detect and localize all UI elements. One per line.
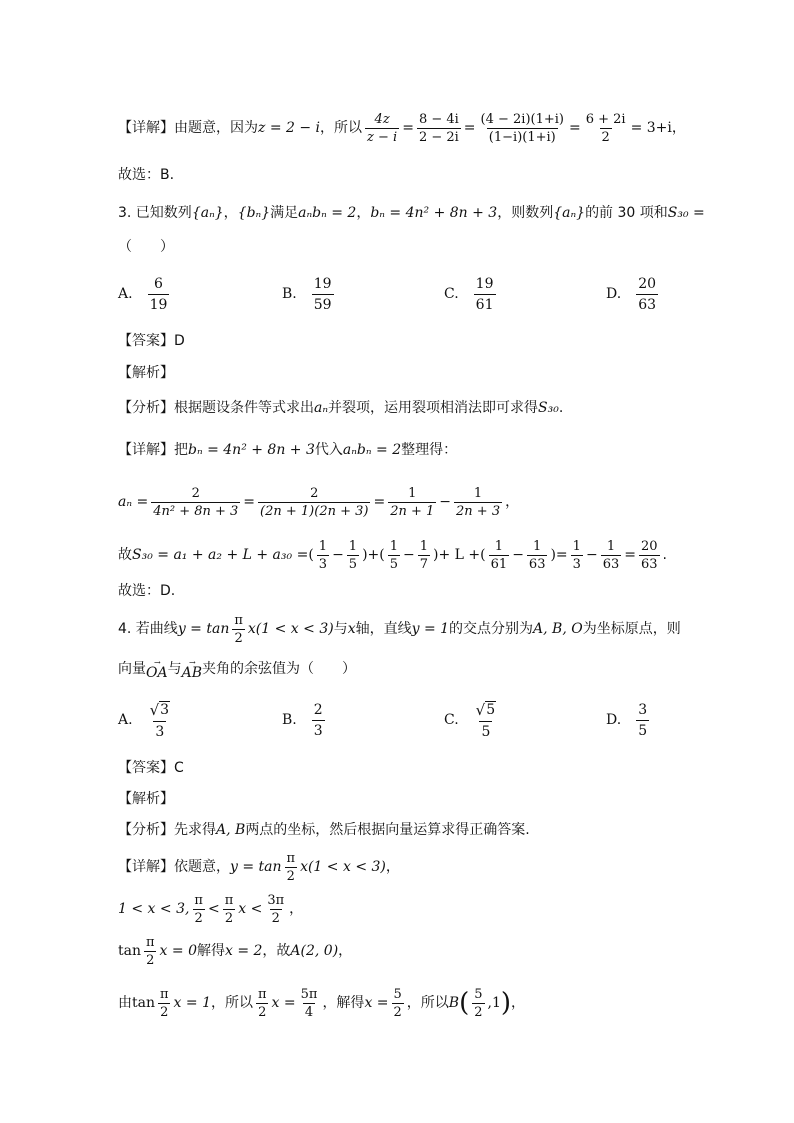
sqrt-icon: √ 3 (149, 700, 170, 719)
punctuation: ， (385, 859, 400, 875)
q3-stem-line (118, 202, 705, 224)
equals: = (243, 494, 256, 510)
q4-detail-line-3 (118, 930, 694, 972)
option-label: C. (444, 286, 459, 302)
minus: − (332, 547, 344, 563)
detail-tag: 【详解】 (118, 442, 174, 458)
stem-text: 与 (333, 621, 348, 637)
stem-text: 向量 (118, 661, 146, 677)
numerator: π (224, 892, 234, 908)
vector-oa (146, 659, 168, 680)
fraction (392, 988, 404, 1019)
math-expr: S₃₀ (538, 400, 559, 416)
fraction (417, 113, 461, 144)
fraction (472, 988, 484, 1019)
option-d[interactable] (606, 272, 661, 316)
fraction (347, 540, 359, 571)
denominator: 3 (312, 720, 325, 739)
denominator: 4n² + 8n + 3 (153, 503, 239, 519)
fraction (636, 702, 649, 739)
numerator: 3 (638, 701, 648, 718)
option-b[interactable] (282, 272, 337, 316)
fraction (148, 276, 170, 313)
numerator: 1 (606, 538, 616, 554)
q3-fenxi-line (118, 398, 694, 418)
detail-text: 由题意，因为 (174, 120, 258, 136)
vector-arrow-icon: → (153, 657, 160, 667)
numerator: 1 (348, 538, 358, 554)
math-expr: x = 0 (159, 943, 197, 959)
option-a[interactable] (118, 272, 172, 316)
fraction (571, 540, 583, 571)
stem-text: 夹角的余弦值为（ ） (202, 661, 356, 677)
sum-lead: 故 (118, 547, 132, 563)
math-expr: bₙ = 4n² + 8n + 3 (370, 205, 498, 221)
fraction (479, 113, 566, 144)
math-expr: x = (364, 995, 389, 1011)
choose-text: 故选：D. (118, 583, 176, 599)
math-expr: y = 1 (411, 621, 450, 637)
fraction (151, 487, 240, 518)
answer-tag: 【答案】 (118, 760, 174, 776)
denominator: 3 (572, 556, 581, 572)
numerator: 5 (393, 986, 402, 1002)
q3-blank-line (118, 238, 694, 256)
numerator: 4z (374, 111, 390, 127)
q4-stem-line (118, 608, 694, 650)
denominator: (2n + 1)(2n + 3) (260, 503, 369, 519)
answer-value: D (174, 333, 185, 349)
math-expr: x = 1 (173, 995, 211, 1011)
punctuation: . (558, 400, 564, 416)
denominator: 2 − 2i (418, 129, 459, 145)
q4-options (118, 698, 678, 742)
fraction (418, 540, 430, 571)
vector-label: AB (181, 664, 202, 681)
numerator: 8 − 4i (418, 111, 459, 127)
numerator: 19 (475, 275, 494, 292)
option-label: B. (282, 712, 297, 728)
fraction (223, 894, 236, 925)
ellipsis: + L + (438, 547, 481, 563)
math-expr: x = (271, 995, 296, 1011)
denominator: 4 (304, 1004, 314, 1020)
math-expr: {aₙ} (553, 205, 586, 221)
sum-line (118, 533, 694, 577)
answer-blank: （ ） (118, 239, 174, 255)
detail-text: 把 (174, 442, 188, 458)
denominator: 63 (528, 556, 546, 572)
numerator: 19 (313, 275, 332, 292)
denominator: 63 (640, 556, 658, 572)
radicand: 3 (160, 701, 170, 718)
paren: ( (308, 547, 314, 563)
numerator: 1 (318, 538, 328, 554)
fraction (388, 487, 436, 518)
denominator: 2 (146, 952, 155, 968)
denominator: 3 (318, 556, 328, 572)
denominator: 2 (271, 910, 280, 926)
numerator (474, 701, 498, 721)
punctuation: ， (505, 494, 520, 510)
fraction (158, 988, 171, 1019)
fenxi-text: 并裂项，运用裂项相消法即可求得 (328, 400, 539, 416)
denominator: 2 (234, 630, 243, 646)
fraction (527, 540, 548, 571)
option-b[interactable] (282, 698, 328, 742)
detail-text: 代入 (314, 442, 343, 458)
q2-detail-line (118, 104, 694, 152)
numerator: 1 (494, 538, 504, 554)
detail-text: ，故 (262, 943, 291, 959)
option-d[interactable] (606, 698, 652, 742)
q4-detail-line-4 (118, 980, 694, 1026)
numerator: π (234, 612, 243, 628)
minus: − (512, 547, 524, 563)
stem-text: 满足 (270, 205, 299, 221)
math-expr: aₙ (314, 400, 329, 416)
denominator: z − i (367, 129, 398, 145)
fraction (299, 988, 320, 1019)
numerator: 5π (300, 986, 318, 1002)
q3-detail-line (118, 440, 694, 460)
denominator: 63 (602, 556, 620, 572)
q2-choose-line (118, 166, 694, 184)
punctuation: ， (223, 205, 238, 221)
option-label: C. (444, 712, 459, 728)
numerator: 1 (419, 538, 429, 554)
punctuation: ， (338, 943, 353, 959)
denominator: 2 (393, 1004, 402, 1020)
stem-text: 的前 30 项和 (585, 205, 668, 221)
stem-text: 为坐标原点，则 (582, 621, 681, 637)
paren: ) (500, 988, 512, 1018)
fraction (148, 701, 172, 740)
math-expr: S₃₀ = a₁ + a₂ + L + a₃₀ = (132, 547, 309, 563)
option-c[interactable] (444, 272, 499, 316)
q4-detail-line-2 (118, 888, 694, 930)
math-expr: bₙ = 4n² + 8n + 3 (188, 442, 315, 458)
less-than: < (207, 901, 220, 917)
q4-answer-line (118, 759, 694, 777)
numerator: 1 (408, 485, 417, 501)
fenxi-tag: 【分析】 (118, 822, 174, 838)
math-expr: S₃₀ = (667, 205, 705, 221)
denominator: 2n + 3 (456, 503, 501, 519)
q4-analysis-line (118, 790, 694, 808)
stem-text: ，则数列 (497, 205, 554, 221)
math-expr: A(2, 0) (290, 943, 339, 959)
equals: = (569, 120, 581, 136)
numerator: 3π (267, 892, 285, 908)
detail-text: 依题意， (174, 859, 230, 875)
math-expr: aₙbₙ = 2 (298, 205, 357, 221)
minus: − (585, 547, 598, 563)
denominator: 63 (636, 294, 658, 313)
option-a[interactable] (118, 698, 175, 742)
numerator: π (194, 892, 203, 908)
numerator: 20 (640, 538, 658, 554)
paren: ) (433, 547, 439, 563)
denominator: 5 (479, 721, 492, 740)
math-expr: x(1 < x < 3) (300, 859, 386, 875)
numerator (148, 701, 172, 721)
math-expr: B (448, 995, 460, 1011)
fraction (474, 276, 496, 313)
numerator: π (286, 850, 296, 866)
denominator: 3 (153, 721, 166, 740)
minus: − (439, 494, 452, 510)
option-label: B. (282, 286, 297, 302)
option-label: D. (606, 286, 622, 302)
math-expr: y = tan (177, 621, 230, 637)
fraction (232, 614, 245, 645)
q3-choose-line (118, 582, 694, 600)
vector-label: OA (146, 664, 168, 681)
fenxi-text: 两点的坐标，然后根据向量运算求得正确答案. (245, 822, 530, 838)
fraction (388, 540, 400, 571)
fraction (317, 540, 329, 571)
radicand: 5 (486, 701, 496, 718)
fraction (639, 540, 660, 571)
result: = 3+i (630, 120, 672, 136)
numerator: π (146, 934, 155, 950)
numerator: π (160, 986, 169, 1002)
answer-value: C (174, 760, 184, 776)
fraction (256, 988, 269, 1019)
denominator: (1−i)(1+i) (488, 129, 556, 145)
answer-tag: 【答案】 (118, 333, 174, 349)
detail-tag: 【详解】 (118, 859, 174, 875)
option-c[interactable] (444, 698, 501, 742)
punctuation: . (662, 547, 667, 563)
minus: − (403, 547, 415, 563)
question-number: 3. 已知数列 (118, 205, 192, 221)
denominator: 5 (348, 556, 358, 572)
detail-tag: 【详解】 (118, 120, 174, 136)
detail-text: 由 (118, 995, 132, 1011)
detail-text: ，解得 (322, 995, 365, 1011)
numerator: 1 (473, 485, 483, 501)
denominator: 2 (258, 1004, 267, 1020)
math-expr: aₙbₙ = 2 (342, 442, 402, 458)
detail-text: 整理得： (401, 442, 458, 458)
question-number: 4. 若曲线 (118, 621, 178, 637)
math-expr: x = 2 (224, 943, 263, 959)
an-derivation-line (118, 480, 694, 524)
denominator: 2 (194, 910, 203, 926)
denominator: 7 (419, 556, 429, 572)
numerator: 20 (638, 275, 657, 292)
numerator: 2 (191, 485, 200, 501)
math-expr: y = tan (230, 859, 282, 875)
fenxi-text: 先求得 (174, 822, 216, 838)
math-expr: aₙ = (118, 494, 149, 510)
detail-text: ，所以 (320, 120, 363, 136)
denominator: 61 (474, 294, 496, 313)
fenxi-tag: 【分析】 (118, 400, 174, 416)
punctuation: ， (671, 120, 686, 136)
equals: = (624, 547, 636, 563)
numerator: π (257, 986, 267, 1002)
fraction (601, 540, 622, 571)
sqrt-icon: √ 5 (475, 700, 496, 719)
q4-fenxi-line (118, 820, 694, 840)
q4-stem-line-2 (118, 658, 694, 680)
numerator: (4 − 2i)(1+i) (480, 111, 564, 127)
fraction (265, 894, 286, 925)
stem-text: 的交点分别为 (449, 621, 534, 637)
equals: = (463, 120, 476, 136)
paren: ( (459, 988, 470, 1018)
paren: )= (550, 547, 568, 563)
stem-text: 与 (167, 661, 182, 677)
numerator: 2 (310, 485, 319, 501)
math-expr: tan (118, 943, 141, 959)
math-expr: 1 < x < 3, (118, 901, 190, 917)
math-expr: A, B (216, 822, 246, 838)
q3-analysis-line (118, 364, 694, 382)
numerator: 5 (474, 986, 483, 1002)
denominator: 5 (389, 556, 399, 572)
math-expr: {aₙ} (191, 205, 224, 221)
denominator: 5 (636, 720, 649, 739)
fraction (258, 487, 370, 518)
option-label: A. (118, 712, 133, 728)
fraction (636, 276, 658, 313)
math-expr: x(1 < x < 3) (247, 621, 334, 637)
math-expr: ,1 (487, 995, 501, 1011)
punctuation: ， (289, 901, 304, 917)
fraction (474, 701, 498, 740)
math-expr: {bₙ} (237, 205, 271, 221)
fraction (365, 113, 399, 144)
denominator: 61 (490, 556, 508, 572)
equals: = (402, 120, 414, 136)
denominator: 2n + 1 (390, 503, 435, 519)
q4-detail-line-1 (118, 846, 694, 888)
numerator: 1 (389, 538, 399, 554)
fraction (454, 487, 502, 518)
paren: )+( (362, 547, 385, 563)
math-expr: x (347, 621, 356, 637)
fraction (312, 702, 325, 739)
denominator: 2 (474, 1004, 483, 1020)
q3-options (118, 272, 678, 316)
fraction (312, 276, 334, 313)
fraction (192, 894, 205, 925)
denominator: 2 (601, 129, 610, 145)
fenxi-text: 根据题设条件等式求出 (174, 400, 314, 416)
fraction (489, 540, 510, 571)
stem-text: 轴，直线 (355, 621, 412, 637)
vector-arrow-icon: → (188, 657, 195, 667)
choose-text: 故选：B. (118, 167, 175, 183)
denominator: 2 (224, 910, 234, 926)
math-expr: A, B, O (533, 621, 583, 637)
numerator: 1 (572, 538, 581, 554)
detail-text: ，所以 (210, 995, 253, 1011)
punctuation: ， (511, 995, 526, 1011)
fraction (144, 936, 157, 967)
detail-text: 解得 (196, 943, 225, 959)
denominator: 19 (148, 294, 170, 313)
analysis-tag: 【解析】 (118, 791, 174, 807)
numerator: 1 (533, 538, 542, 554)
denominator: 2 (160, 1004, 169, 1020)
math-expr: z = 2 − i (258, 120, 321, 136)
option-label: D. (606, 712, 622, 728)
detail-text: ，所以 (406, 995, 449, 1011)
vector-ab (182, 659, 202, 680)
denominator: 59 (312, 294, 334, 313)
paren: ( (480, 547, 486, 563)
analysis-tag: 【解析】 (118, 365, 174, 381)
denominator: 2 (286, 868, 295, 884)
math-expr: x < (238, 901, 263, 917)
equals: = (373, 494, 386, 510)
numerator: 2 (313, 701, 323, 718)
fraction (285, 852, 298, 883)
fraction (584, 113, 628, 144)
punctuation: ， (356, 205, 371, 221)
numerator: 6 + 2i (585, 111, 626, 127)
option-label: A. (118, 286, 133, 302)
q3-answer-line (118, 332, 694, 350)
math-expr: tan (132, 995, 155, 1011)
numerator: 6 (154, 275, 163, 292)
